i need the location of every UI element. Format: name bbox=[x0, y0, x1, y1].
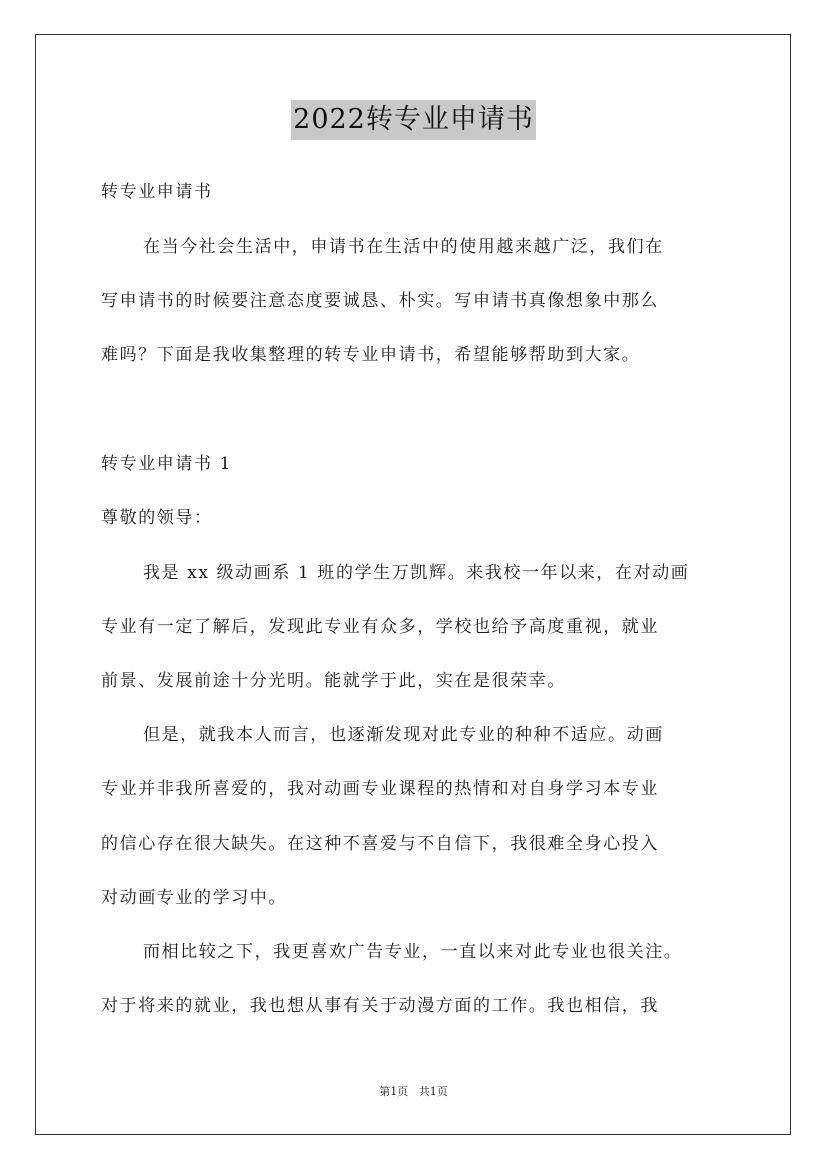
title-container bbox=[0, 100, 827, 140]
paragraph2-line: 但是，就我本人而言，也逐渐发现对此专业的种种不适应。动画 bbox=[143, 725, 664, 745]
salutation: 尊敬的领导： bbox=[101, 508, 213, 528]
intro-line: 写申请书的时候要注意态度要诚恳、朴实。写申请书真像想象中那么 bbox=[101, 291, 659, 311]
paragraph2-line: 专业并非我所喜爱的，我对动画专业课程的热情和对自身学习本专业 bbox=[101, 779, 659, 799]
intro-line: 在当今社会生活中，申请书在生活中的使用越来越广泛，我们在 bbox=[143, 237, 664, 257]
document-subtitle: 转专业申请书 bbox=[101, 182, 213, 202]
section-heading: 转专业申请书 1 bbox=[101, 454, 233, 474]
intro-line: 难吗？下面是我收集整理的转专业申请书，希望能够帮助到大家。 bbox=[101, 345, 641, 365]
paragraph3-line: 对于将来的就业，我也想从事有关于动漫方面的工作。我也相信，我 bbox=[101, 996, 659, 1016]
paragraph1-line: 我是 xx 级动画系 1 班的学生万凯辉。来我校一年以来，在对动画 bbox=[143, 563, 690, 583]
paragraph2-line: 的信心存在很大缺失。在这种不喜爱与不自信下，我很难全身心投入 bbox=[101, 834, 659, 854]
paragraph1-line: 前景、发展前途十分光明。能就学于此，实在是很荣幸。 bbox=[101, 671, 566, 691]
paragraph3-line: 而相比较之下，我更喜欢广告专业，一直以来对此专业也很关注。 bbox=[143, 942, 683, 962]
paragraph2-line: 对动画专业的学习中。 bbox=[101, 888, 287, 908]
document-title: 2022转专业申请书 bbox=[291, 100, 536, 140]
page-footer: 第1页 共1页 bbox=[379, 1085, 448, 1098]
paragraph1-line: 专业有一定了解后，发现此专业有众多，学校也给予高度重视，就业 bbox=[101, 617, 659, 637]
